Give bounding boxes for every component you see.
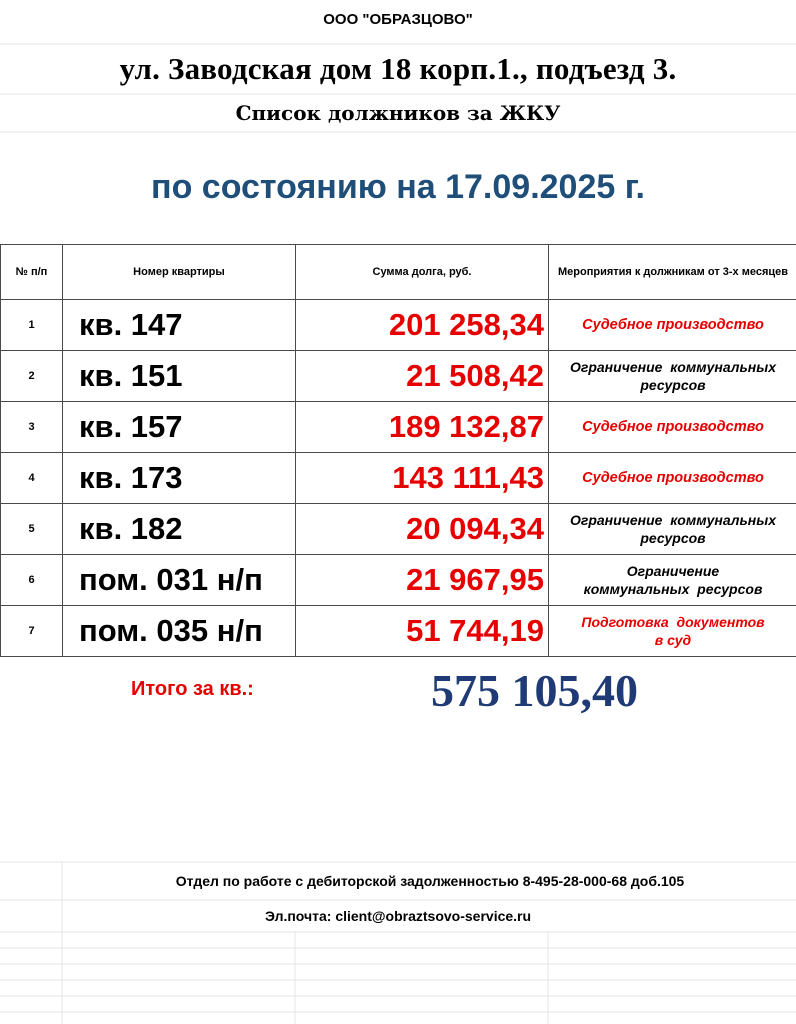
measure-line: ресурсов (640, 377, 706, 393)
row-number: 2 (1, 351, 63, 402)
column-header-apartment: Номер квартиры (63, 245, 296, 300)
table-row (1, 453, 796, 504)
measure-line: Ограничение (626, 563, 720, 579)
measure-line: Ограничение коммунальных (569, 359, 776, 375)
row-number: 6 (1, 555, 63, 606)
debtor-measure (549, 453, 796, 504)
measure-line: Судебное производство (582, 419, 764, 435)
apartment-number: кв. 151 (63, 351, 296, 402)
apartment-number: пом. 031 н/п (63, 555, 296, 606)
debt-amount: 21 508,42 (296, 351, 549, 402)
row-number: 7 (1, 606, 63, 657)
apartment-number: кв. 157 (63, 402, 296, 453)
table-row (1, 504, 796, 555)
document-title: Список должников за ЖКУ (235, 101, 561, 125)
table-row (1, 402, 796, 453)
table-header-row (1, 245, 796, 300)
table-row (1, 606, 796, 657)
column-header-number: № п/п (1, 245, 63, 300)
organization-name: ООО "ОБРАЗЦОВО" (323, 11, 473, 28)
measure-line: Судебное производство (582, 470, 764, 486)
debt-amount: 51 744,19 (296, 606, 549, 657)
measure-line: в суд (654, 632, 692, 648)
measure-line: Подготовка документов (581, 614, 765, 630)
debt-amount: 189 132,87 (296, 402, 549, 453)
measure-line: Ограничение коммунальных (569, 512, 776, 528)
building-address: ул. Заводская дом 18 корп.1., подъезд 3. (119, 51, 677, 86)
debtor-measure (549, 555, 796, 606)
table-row (1, 555, 796, 606)
debt-amount: 201 258,34 (296, 300, 549, 351)
measure-line: ресурсов (640, 530, 706, 546)
debtors-table (0, 244, 796, 657)
apartment-number: кв. 173 (63, 453, 296, 504)
debt-amount: 21 967,95 (296, 555, 549, 606)
measure-line: коммунальных ресурсов (583, 581, 763, 597)
debtor-measure (549, 351, 796, 402)
as-of-date: по состоянию на 17.09.2025 г. (151, 168, 645, 206)
department-contact: Отдел по работе с дебиторской задолженностью 8-495-28-000-68 доб.105 (175, 873, 685, 889)
debtor-measure (549, 402, 796, 453)
row-number: 1 (1, 300, 63, 351)
table-row (1, 300, 796, 351)
apartment-number: кв. 147 (63, 300, 296, 351)
row-number: 5 (1, 504, 63, 555)
apartment-number: пом. 035 н/п (63, 606, 296, 657)
total-value: 575 105,40 (431, 665, 638, 716)
column-header-amount: Сумма долга, руб. (296, 245, 549, 300)
debt-amount: 143 111,43 (296, 453, 549, 504)
total-label: Итого за кв.: (131, 678, 254, 700)
row-number: 4 (1, 453, 63, 504)
debt-amount: 20 094,34 (296, 504, 549, 555)
table-row (1, 351, 796, 402)
debtor-measure (549, 300, 796, 351)
row-number: 3 (1, 402, 63, 453)
debtor-measure (549, 606, 796, 657)
measure-line: Судебное производство (582, 317, 764, 333)
apartment-number: кв. 182 (63, 504, 296, 555)
column-header-measures: Мероприятия к должникам от 3-х месяцев (549, 245, 796, 300)
email-contact: Эл.почта: client@obraztsovo-service.ru (264, 908, 532, 924)
debtor-measure (549, 504, 796, 555)
